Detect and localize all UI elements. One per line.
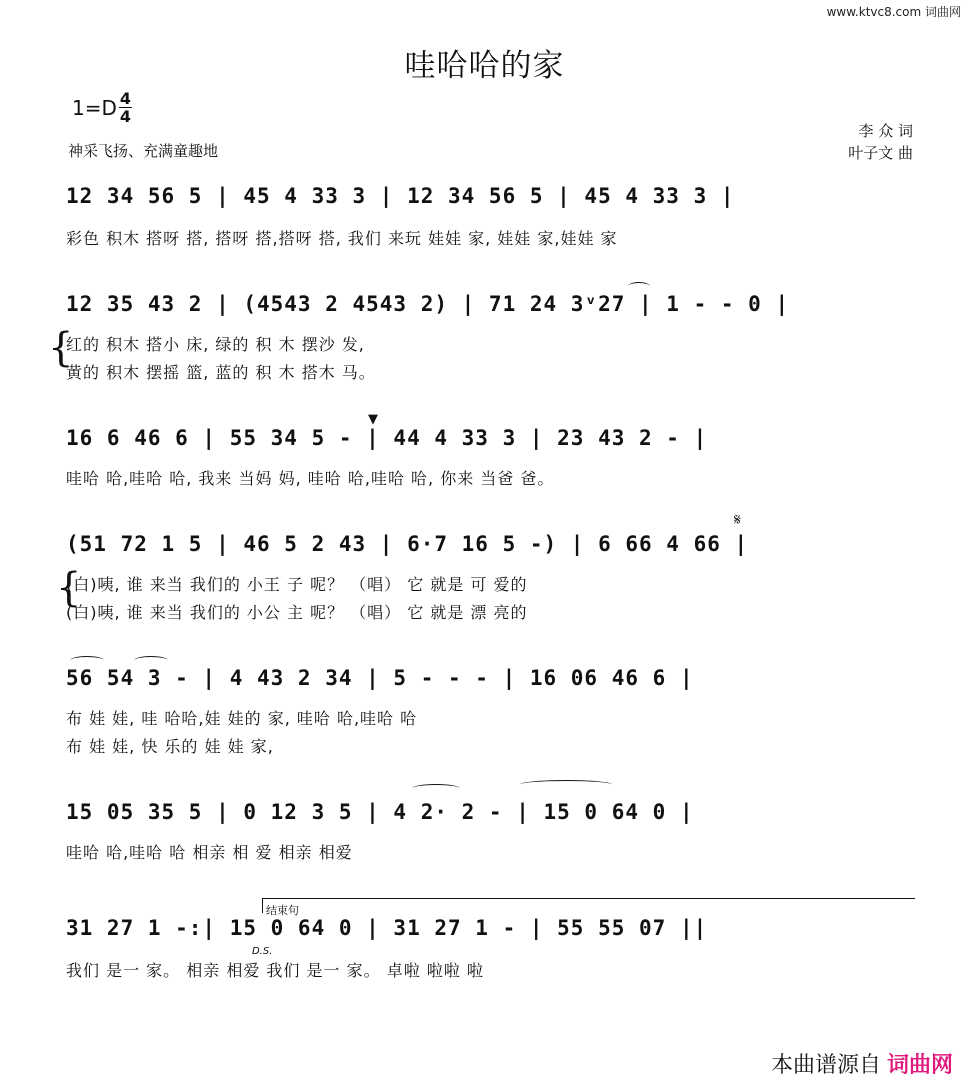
tie-mark xyxy=(70,656,104,665)
score-system-7 xyxy=(0,904,969,1034)
notes-line: 16 6 46 6 | 55 34 5 - | 44 4 33 3 | 23 43 2 - | xyxy=(66,426,708,450)
tie-mark xyxy=(520,780,612,789)
score-system-4 xyxy=(0,510,969,650)
time-denominator: 4 xyxy=(119,107,132,126)
lyric-brace-left: { xyxy=(48,325,74,371)
score-system-1 xyxy=(0,182,969,302)
site-url[interactable]: www.ktvc8.com 词曲网 xyxy=(826,5,961,19)
score-system-3 xyxy=(0,412,969,544)
time-signature xyxy=(119,90,132,125)
lyrics-line: 红的 积木 搭小 床, 绿的 积 木 摆沙 发, xyxy=(66,335,365,354)
lyrics-line: 布 娃 娃, 哇 哈哈,娃 娃的 家, 哇哈 哈,哇哈 哈 xyxy=(66,709,418,728)
lyrics-line: 黄的 积木 摆摇 篮, 蓝的 积 木 搭木 马。 xyxy=(66,363,376,382)
song-title: 哇哈哈的家 xyxy=(404,48,565,84)
notes-line: 56 54 3 - | 4 43 2 34 | 5 - - - | 16 06 46 6 | xyxy=(66,666,694,690)
footer-source-text: 本曲谱源自 xyxy=(770,1053,881,1078)
lyrics-line: 哇哈 哈,哇哈 哈 相亲 相 爱 相亲 相爱 xyxy=(66,843,353,862)
score-system-5 xyxy=(0,664,969,784)
lyrics-line: 布 娃 娃, 快 乐的 娃 娃 家, xyxy=(66,737,274,756)
composer: 叶子文 曲 xyxy=(848,144,913,162)
lyricist: 李 众 词 xyxy=(858,122,913,140)
notes-line: (51 72 1 5 | 46 5 2 43 | 6·7 16 5 -) | 6 66 4 66 | xyxy=(66,532,749,556)
footer-source xyxy=(771,1048,953,1079)
ending-label: 结束句 xyxy=(266,904,299,917)
lyrics-line: 我们 是一 家。 相亲 相爱 我们 是一 家。 卓啦 啦啦 啦 xyxy=(66,961,484,980)
tie-mark xyxy=(628,282,650,291)
key-signature xyxy=(72,90,132,125)
time-numerator: 4 xyxy=(119,89,132,108)
accent-mark: ▼ xyxy=(368,412,378,427)
ending-bracket xyxy=(262,898,915,913)
tempo-marking: 神采飞扬、充满童趣地 xyxy=(68,142,219,160)
notes-line: 12 34 56 5 | 45 4 33 3 | 12 34 56 5 | 45 4 33 3 | xyxy=(66,184,735,208)
lyrics-line: (白)咦, 谁 来当 我们的 小王 子 呢？ （唱） 它 就是 可 爱的 xyxy=(66,575,528,594)
score-system-2 xyxy=(0,290,969,410)
lyrics-line: 哇哈 哈,哇哈 哈, 我来 当妈 妈, 哇哈 哈,哇哈 哈, 你来 当爸 爸。 xyxy=(66,469,555,488)
notes-line: 12 35 43 2 | (4543 2 4543 2) | 71 24 3ᵛ27 | 1 - - 0 | xyxy=(66,292,790,316)
lyric-brace-left: { xyxy=(56,565,82,611)
lyrics-line: (白)咦, 谁 来当 我们的 小公 主 呢？ （唱） 它 就是 漂 亮的 xyxy=(66,603,528,622)
lyrics-line: 彩色 积木 搭呀 搭, 搭呀 搭,搭呀 搭, 我们 来玩 娃娃 家, 娃娃 家,娃娃 家 xyxy=(66,229,618,248)
key-prefix: 1=D xyxy=(72,95,117,120)
notes-line: 31 27 1 -:| 15 0 64 0 | 31 27 1 - | 55 55 07 || xyxy=(66,916,708,940)
notes-line: 15 05 35 5 | 0 12 3 5 | 4 2· 2 - | 15 0 64 0 | xyxy=(66,800,694,824)
footer-brand-link[interactable]: 词曲网 xyxy=(886,1053,953,1078)
tie-mark xyxy=(134,656,168,665)
segno-mark: 𝄋 xyxy=(734,510,741,529)
ds-mark: D.S. xyxy=(252,946,273,957)
tie-mark xyxy=(412,784,460,793)
